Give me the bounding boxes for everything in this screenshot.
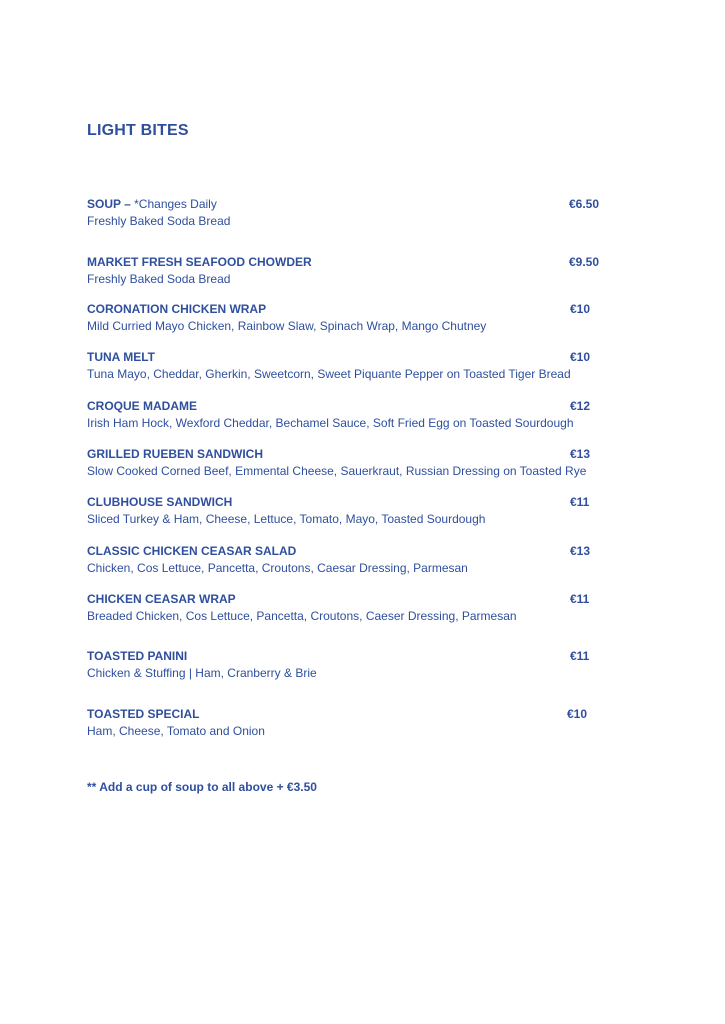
item-description: Tuna Mayo, Cheddar, Gherkin, Sweetcorn, Sweet Piquante Pepper on Toasted Tiger Bread xyxy=(87,367,571,381)
item-description: Breaded Chicken, Cos Lettuce, Pancetta, Croutons, Caeser Dressing, Parmesan xyxy=(87,609,517,623)
item-name: TOASTED PANINI xyxy=(87,649,188,663)
item-price: €11 xyxy=(570,592,590,606)
menu-item-tuna-melt xyxy=(87,349,647,383)
item-name: SOUP – xyxy=(87,197,135,211)
item-name: CHICKEN CEASAR WRAP xyxy=(87,592,236,606)
item-name-suffix: *Changes Daily xyxy=(134,197,217,211)
item-name: CROQUE MADAME xyxy=(87,399,197,413)
menu-item-rueben-sandwich xyxy=(87,446,647,480)
menu-item-seafood-chowder xyxy=(87,254,647,288)
item-price: €10 xyxy=(570,302,591,316)
item-price: €6.50 xyxy=(569,197,600,211)
item-name: CORONATION CHICKEN WRAP xyxy=(87,302,267,316)
item-description: Sliced Turkey & Ham, Cheese, Lettuce, Tomato, Mayo, Toasted Sourdough xyxy=(87,512,486,526)
item-price: €11 xyxy=(570,649,590,663)
item-description: Freshly Baked Soda Bread xyxy=(87,272,231,286)
menu-item-coronation-chicken-wrap xyxy=(87,301,647,335)
item-name: CLASSIC CHICKEN CEASAR SALAD xyxy=(87,544,297,558)
item-price: €13 xyxy=(570,447,591,461)
item-description: Chicken, Cos Lettuce, Pancetta, Croutons, Caesar Dressing, Parmesan xyxy=(87,561,468,575)
menu-item-toasted-panini xyxy=(87,648,647,682)
item-price: €9.50 xyxy=(569,255,600,269)
menu-item-toasted-special xyxy=(87,706,647,740)
item-description: Irish Ham Hock, Wexford Cheddar, Bechamel Sauce, Soft Fried Egg on Toasted Sourdough xyxy=(87,416,574,430)
menu-item-clubhouse-sandwich xyxy=(87,494,647,528)
item-name: MARKET FRESH SEAFOOD CHOWDER xyxy=(87,255,312,269)
item-name: CLUBHOUSE SANDWICH xyxy=(87,495,233,509)
page-title: LIGHT BITES xyxy=(87,122,189,139)
item-name: TOASTED SPECIAL xyxy=(87,707,200,721)
item-description: Freshly Baked Soda Bread xyxy=(87,214,231,228)
menu-item-soup xyxy=(87,196,647,230)
item-description: Chicken & Stuffing | Ham, Cranberry & Brie xyxy=(87,666,317,680)
menu-item-chicken-ceasar-wrap xyxy=(87,591,647,625)
item-price: €13 xyxy=(570,544,591,558)
menu-item-croque-madame xyxy=(87,398,647,432)
item-description: Slow Cooked Corned Beef, Emmental Cheese, Sauerkraut, Russian Dressing on Toasted Rye xyxy=(87,464,587,478)
item-price: €10 xyxy=(570,350,591,364)
soup-addon-note: ** Add a cup of soup to all above + €3.50 xyxy=(87,780,317,794)
item-description: Mild Curried Mayo Chicken, Rainbow Slaw, Spinach Wrap, Mango Chutney xyxy=(87,319,487,333)
item-name: GRILLED RUEBEN SANDWICH xyxy=(87,447,263,461)
item-price: €11 xyxy=(570,495,590,509)
item-name: TUNA MELT xyxy=(87,350,155,364)
item-description: Ham, Cheese, Tomato and Onion xyxy=(87,724,265,738)
item-price: €12 xyxy=(570,399,591,413)
menu-item-chicken-ceasar-salad xyxy=(87,543,647,577)
item-price: €10 xyxy=(567,707,588,721)
